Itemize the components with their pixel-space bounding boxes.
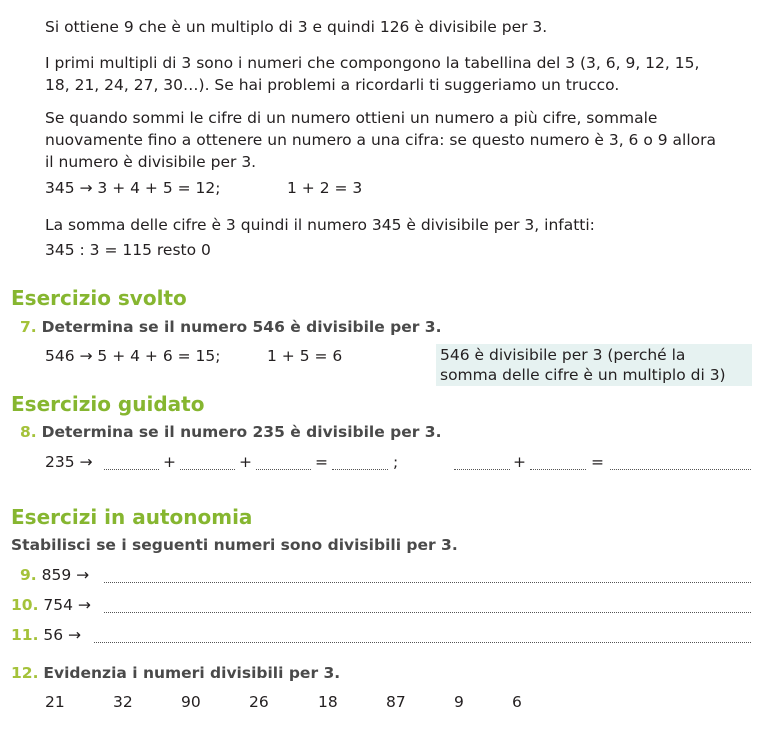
number-item[interactable]: 87 [386, 693, 406, 711]
number-item[interactable]: 6 [512, 693, 522, 711]
answer-blank[interactable] [180, 469, 235, 470]
number-item[interactable]: 18 [318, 693, 338, 711]
answer-line-1: 546 è divisibile per 3 (perché la [440, 346, 686, 364]
answer-blank[interactable] [530, 469, 586, 470]
exercise-7-heading [20, 318, 441, 336]
exercise-8-start: 235 → [45, 453, 93, 471]
example-sum-reduced: 1 + 2 = 3 [287, 179, 363, 197]
section-title-svolto: Esercizio svolto [11, 286, 187, 310]
exercise-text: 754 → [43, 596, 91, 614]
answer-line[interactable] [104, 612, 751, 613]
exercise-11 [11, 626, 81, 644]
exercise-number: 11. [11, 626, 39, 644]
intro-paragraph-2-line-1: I primi multipli di 3 sono i numeri che compongono la tabellina del 3 (3, 6, 9, 12, 15, [45, 54, 700, 72]
answer-line-2: somma delle cifre è un multiplo di 3) [440, 366, 726, 384]
answer-text [440, 345, 726, 385]
intro-paragraph-3-line-3: il numero è divisibile per 3. [45, 153, 257, 171]
exercise-number: 12. [11, 664, 39, 682]
semicolon: ; [393, 453, 399, 471]
plus-sign: + [239, 453, 252, 471]
intro-paragraph-3-line-2: nuovamente fino a ottenere un numero a una cifra: se questo numero è 3, 6 o 9 allora [45, 131, 717, 149]
intro-paragraph-3-line-1: Se quando sommi le cifre di un numero ottieni un numero a più cifre, sommale [45, 109, 658, 127]
answer-blank[interactable] [256, 469, 311, 470]
division-example: 345 : 3 = 115 resto 0 [45, 241, 211, 259]
exercise-number: 8. [20, 423, 37, 441]
number-item[interactable]: 9 [454, 693, 464, 711]
exercise-8-heading [20, 423, 441, 441]
intro-paragraph-2 [45, 52, 699, 96]
number-item[interactable]: 90 [181, 693, 201, 711]
plus-sign: + [163, 453, 176, 471]
section-title-autonomia: Esercizi in autonomia [11, 505, 253, 529]
exercise-text: Determina se il numero 546 è divisibile per 3. [41, 318, 442, 336]
number-item[interactable]: 32 [113, 693, 133, 711]
exercise-10 [11, 596, 91, 614]
section-title-guidato: Esercizio guidato [11, 392, 205, 416]
exercise-7-calc: 546 → 5 + 4 + 6 = 15; [45, 347, 221, 365]
intro-paragraph-4: La somma delle cifre è 3 quindi il numero 345 è divisibile per 3, infatti: [45, 216, 595, 234]
intro-paragraph-3 [45, 107, 716, 173]
exercise-text: Evidenzia i numeri divisibili per 3. [43, 664, 341, 682]
autonomia-instruction: Stabilisci se i seguenti numeri sono divisibili per 3. [11, 536, 458, 554]
answer-blank[interactable] [332, 469, 388, 470]
exercise-text: 859 → [41, 566, 90, 584]
exercise-number: 7. [20, 318, 37, 336]
answer-line[interactable] [104, 582, 751, 583]
answer-blank[interactable] [454, 469, 510, 470]
example-sum: 345 → 3 + 4 + 5 = 12; [45, 179, 221, 197]
exercise-7-calc-reduced: 1 + 5 = 6 [267, 347, 343, 365]
answer-blank[interactable] [610, 469, 751, 470]
intro-paragraph-1: Si ottiene 9 che è un multiplo di 3 e quindi 126 è divisibile per 3. [45, 18, 548, 36]
intro-paragraph-2-line-2: 18, 21, 24, 27, 30…). Se hai problemi a ricordarli ti suggeriamo un trucco. [45, 76, 620, 94]
exercise-9 [20, 566, 89, 584]
exercise-number: 10. [11, 596, 39, 614]
answer-blank[interactable] [104, 469, 159, 470]
equals-sign: = [591, 453, 604, 471]
exercise-number: 9. [20, 566, 37, 584]
number-item[interactable]: 26 [249, 693, 269, 711]
answer-line[interactable] [94, 642, 751, 643]
exercise-text: Determina se il numero 235 è divisibile per 3. [41, 423, 442, 441]
exercise-12-heading [11, 664, 340, 682]
number-item[interactable]: 21 [45, 693, 65, 711]
plus-sign: + [513, 453, 526, 471]
equals-sign: = [315, 453, 328, 471]
exercise-text: 56 → [43, 626, 82, 644]
